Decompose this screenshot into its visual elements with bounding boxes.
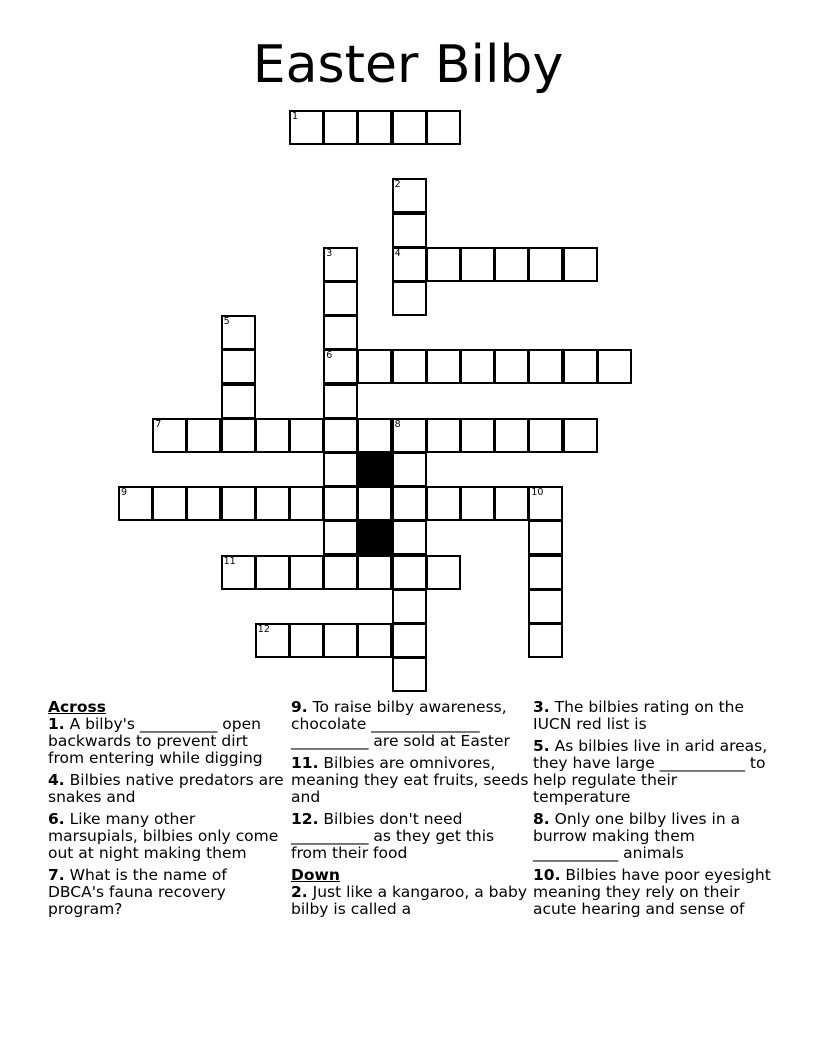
clues-column-3	[533, 699, 771, 923]
grid-cell[interactable]	[323, 623, 358, 658]
grid-cell[interactable]	[392, 349, 427, 384]
grid-cell[interactable]	[460, 247, 495, 282]
cell-number: 2	[394, 179, 401, 191]
clue-down-3: 3. The bilbies rating on the IUCN red list is	[533, 698, 745, 733]
down-heading: Down	[291, 866, 340, 884]
grid-cell[interactable]	[528, 555, 563, 590]
grid-cell[interactable]	[494, 247, 529, 282]
grid-block	[357, 520, 392, 555]
grid-cell[interactable]	[460, 418, 495, 453]
grid-cell[interactable]	[323, 315, 358, 350]
grid-cell[interactable]	[392, 486, 427, 521]
grid-cell[interactable]	[289, 418, 324, 453]
grid-cell[interactable]	[221, 384, 256, 419]
grid-cell[interactable]	[255, 486, 290, 521]
clue-across-1: 1. A bilby's __________ open backwards to prevent dirt from entering while digging	[48, 715, 263, 767]
grid-cell[interactable]	[392, 110, 427, 145]
grid-cell[interactable]	[392, 418, 427, 453]
grid-cell[interactable]	[221, 555, 256, 590]
grid-block	[357, 452, 392, 487]
grid-cell[interactable]	[426, 110, 461, 145]
page-title: Easter Bilby	[252, 35, 564, 95]
grid-cell[interactable]	[494, 349, 529, 384]
cell-number: 8	[394, 418, 401, 430]
grid-cell[interactable]	[323, 555, 358, 590]
grid-cell[interactable]	[152, 486, 187, 521]
grid-cell[interactable]	[426, 247, 461, 282]
grid-cell[interactable]	[528, 520, 563, 555]
grid-cell[interactable]	[357, 623, 392, 658]
grid-cell[interactable]	[528, 486, 563, 521]
grid-cell[interactable]	[357, 110, 392, 145]
clue-across-7: 7. What is the name of DBCA's fauna recovery program?	[48, 866, 227, 918]
clue-down-5: 5. As bilbies live in arid areas, they have large ___________ to help regulate their temperature	[533, 737, 768, 806]
grid-cell[interactable]	[221, 315, 256, 350]
grid-cell[interactable]	[323, 110, 358, 145]
cell-number: 9	[121, 487, 128, 499]
grid-cell[interactable]	[460, 486, 495, 521]
grid-cell[interactable]	[289, 486, 324, 521]
grid-cell[interactable]	[289, 110, 324, 145]
grid-cell[interactable]	[494, 486, 529, 521]
clue-down-10: 10. Bilbies have poor eyesight meaning they rely on their acute hearing and sense of	[533, 866, 771, 918]
clue-down-2: 2. Just like a kangaroo, a baby bilby is called a	[291, 883, 528, 918]
cell-number: 4	[394, 247, 401, 259]
grid-cell[interactable]	[323, 418, 358, 453]
clue-across-4: 4. Bilbies native predators are snakes and	[48, 771, 284, 806]
grid-cell[interactable]	[494, 418, 529, 453]
clue-across-11: 11. Bilbies are omnivores, meaning they eat fruits, seeds and	[291, 754, 529, 806]
grid-cell[interactable]	[392, 281, 427, 316]
grid-cell[interactable]	[563, 247, 598, 282]
grid-cell[interactable]	[221, 486, 256, 521]
cell-number: 10	[531, 487, 544, 499]
grid-cell[interactable]	[597, 349, 632, 384]
clues-column-1	[48, 699, 286, 923]
grid-cell[interactable]	[289, 555, 324, 590]
grid-cell[interactable]	[357, 486, 392, 521]
grid-cell[interactable]	[118, 486, 153, 521]
grid-cell[interactable]	[221, 349, 256, 384]
grid-cell[interactable]	[392, 589, 427, 624]
clue-across-12: 12. Bilbies don't need __________ as they get this from their food	[291, 810, 495, 862]
grid-cell[interactable]	[323, 452, 358, 487]
grid-cell[interactable]	[255, 418, 290, 453]
grid-cell[interactable]	[392, 520, 427, 555]
grid-cell[interactable]	[392, 657, 427, 692]
grid-cell[interactable]	[426, 349, 461, 384]
cell-number: 3	[326, 247, 333, 259]
grid-cell[interactable]	[221, 418, 256, 453]
grid-cell[interactable]	[528, 349, 563, 384]
grid-cell[interactable]	[152, 418, 187, 453]
clues-column-2	[291, 699, 529, 923]
clue-across-9: 9. To raise bilby awareness, chocolate ______________ __________ are sold at Easter	[291, 698, 510, 750]
cell-number: 5	[223, 316, 230, 328]
cell-number: 6	[326, 350, 333, 362]
grid-cell[interactable]	[528, 589, 563, 624]
cell-number: 1	[292, 111, 299, 122]
grid-cell[interactable]	[392, 555, 427, 590]
grid-cell[interactable]	[392, 178, 427, 213]
grid-cell[interactable]	[563, 349, 598, 384]
grid-cell[interactable]	[289, 623, 324, 658]
grid-cell[interactable]	[357, 555, 392, 590]
cell-number: 7	[155, 418, 162, 430]
grid-cell[interactable]	[323, 247, 358, 282]
grid-cell[interactable]	[392, 452, 427, 487]
cell-number: 11	[223, 555, 236, 567]
grid-cell[interactable]	[357, 418, 392, 453]
clue-across-6: 6. Like many other marsupials, bilbies only come out at night making them	[48, 810, 279, 862]
cell-number: 12	[257, 624, 270, 635]
grid-cell[interactable]	[426, 486, 461, 521]
grid-cell[interactable]	[323, 281, 358, 316]
grid-cell[interactable]	[323, 349, 358, 384]
grid-cell[interactable]	[357, 349, 392, 384]
grid-cell[interactable]	[323, 486, 358, 521]
grid-cell[interactable]	[528, 418, 563, 453]
grid-cell[interactable]	[255, 555, 290, 590]
grid-cell[interactable]	[392, 213, 427, 248]
grid-cell[interactable]	[392, 247, 427, 282]
grid-cell[interactable]	[426, 555, 461, 590]
across-heading: Across	[48, 698, 106, 716]
grid-cell[interactable]	[563, 418, 598, 453]
grid-cell[interactable]	[426, 418, 461, 453]
grid-cell[interactable]	[460, 349, 495, 384]
grid-cell[interactable]	[186, 486, 221, 521]
grid-cell[interactable]	[392, 623, 427, 658]
grid-cell[interactable]	[255, 623, 290, 658]
grid-cell[interactable]	[323, 384, 358, 419]
clue-down-8: 8. Only one bilby lives in a burrow making them ___________ animals	[533, 810, 741, 862]
grid-cell[interactable]	[186, 418, 221, 453]
grid-cell[interactable]	[528, 247, 563, 282]
grid-cell[interactable]	[323, 520, 358, 555]
grid-cell[interactable]	[528, 623, 563, 658]
